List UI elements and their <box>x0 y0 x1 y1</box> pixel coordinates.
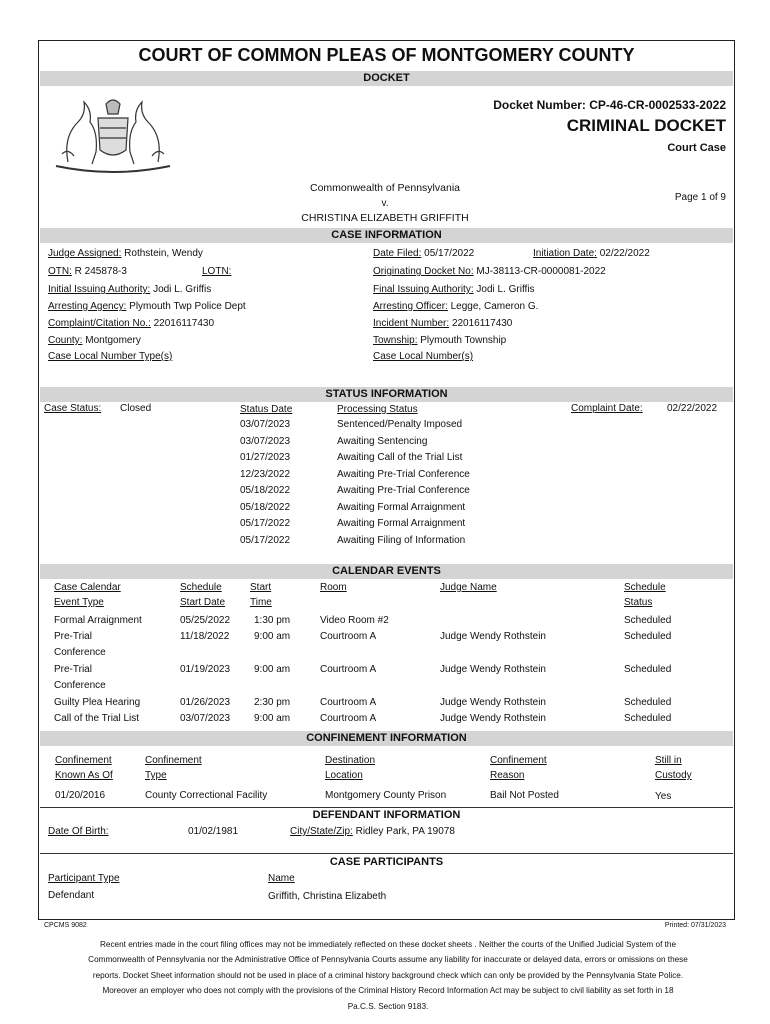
initial-issuing-authority <box>48 284 211 295</box>
divider <box>40 807 733 808</box>
orig-docket-label: Originating Docket No: <box>373 266 474 277</box>
judge-label: Judge Assigned: <box>48 248 122 259</box>
status-row-status: Awaiting Formal Arraignment <box>337 502 466 513</box>
conf-dest: Montgomery County Prison <box>325 790 447 801</box>
calendar-events-bar: CALENDAR EVENTS <box>40 564 733 579</box>
status-information-bar: STATUS INFORMATION <box>40 387 733 402</box>
caption-defendant: CHRISTINA ELIZABETH GRIFFITH <box>301 212 469 224</box>
cal-status: Scheduled <box>624 615 672 626</box>
date-filed-label: Date Filed: <box>373 248 422 259</box>
defendant-information-title: DEFENDANT INFORMATION <box>312 809 461 821</box>
status-row-status: Sentenced/Penalty Imposed <box>337 419 463 430</box>
cal-header-date-2: Start Date <box>180 597 226 608</box>
date-filed-value: 05/17/2022 <box>424 248 475 259</box>
conf-header-known-1: Confinement <box>55 755 112 766</box>
case-kind: Court Case <box>667 142 726 154</box>
cal-header-date-1: Schedule <box>180 582 222 593</box>
cal-header-judge: Judge Name <box>440 582 497 593</box>
cal-status: Scheduled <box>624 631 672 642</box>
initiation-date <box>533 248 650 259</box>
processing-status-header: Processing Status <box>337 404 418 415</box>
cal-room: Video Room #2 <box>320 615 389 626</box>
lotn <box>202 266 231 277</box>
docket-type: CRIMINAL DOCKET <box>566 116 726 135</box>
arresting-agency-value: Plymouth Twp Police Dept <box>129 301 246 312</box>
caption-plaintiff: Commonwealth of Pennsylvania <box>310 182 460 194</box>
conf-header-known-2: Known As Of <box>55 770 113 781</box>
page-number: Page 1 of 9 <box>674 192 726 203</box>
status-row-date: 05/17/2022 <box>240 535 291 546</box>
status-row-status: Awaiting Pre-Trial Conference <box>337 485 470 496</box>
participant-type-header: Participant Type <box>48 873 120 884</box>
cal-event: Pre-Trial <box>54 664 92 675</box>
status-row-status: Awaiting Filing of Information <box>337 535 466 546</box>
cal-time: 1:30 pm <box>254 615 291 626</box>
final-issuing-label: Final Issuing Authority: <box>373 284 474 295</box>
cal-room: Courtroom A <box>320 697 377 708</box>
cal-date: 01/26/2023 <box>180 697 231 708</box>
conf-header-custody-2: Custody <box>655 770 692 781</box>
arresting-officer <box>373 301 538 312</box>
township-value: Plymouth Township <box>420 335 507 346</box>
cal-header-time-1: Start <box>250 582 272 593</box>
cal-room: Courtroom A <box>320 664 377 675</box>
conf-header-reason-2: Reason <box>490 770 525 781</box>
divider <box>40 853 733 854</box>
dob-value: 01/02/1981 <box>188 826 239 837</box>
cal-judge: Judge Wendy Rothstein <box>440 664 546 675</box>
csz-label: City/State/Zip: <box>290 826 353 837</box>
judge-assigned <box>48 248 203 259</box>
final-issuing-value: Jodi L. Griffis <box>476 284 535 295</box>
pennsylvania-seal-icon <box>48 92 178 176</box>
cal-date: 03/07/2023 <box>180 713 231 724</box>
conf-header-dest-2: Location <box>325 770 363 781</box>
cal-event-cont: Conference <box>54 680 106 691</box>
cal-header-status-1: Schedule <box>624 582 666 593</box>
cal-room: Courtroom A <box>320 713 377 724</box>
cal-time: 9:00 am <box>254 664 291 675</box>
otn-value: R 245878-3 <box>74 266 127 277</box>
cal-header-event-2: Event Type <box>54 597 104 608</box>
init-issuing-label: Initial Issuing Authority: <box>48 284 151 295</box>
participant-name-header: Name <box>268 873 295 884</box>
status-row-date: 12/23/2022 <box>240 469 291 480</box>
orig-docket-value: MJ-38113-CR-0000081-2022 <box>476 266 606 277</box>
cal-event-cont: Conference <box>54 647 106 658</box>
arresting-agency <box>48 301 246 312</box>
otn <box>48 266 127 277</box>
cal-event: Call of the Trial List <box>54 713 140 724</box>
complaint-value: 22016117430 <box>153 318 215 329</box>
cal-status: Scheduled <box>624 697 672 708</box>
complaint-date-label: Complaint Date: <box>571 403 643 414</box>
docket-bar: DOCKET <box>40 71 733 86</box>
status-row-date: 05/18/2022 <box>240 502 291 513</box>
cal-date: 01/19/2023 <box>180 664 231 675</box>
status-row-status: Awaiting Formal Arraignment <box>337 518 466 529</box>
initiation-label: Initiation Date: <box>533 248 597 259</box>
conf-reason: Bail Not Posted <box>490 790 559 801</box>
conf-header-type-1: Confinement <box>145 755 202 766</box>
final-issuing-authority <box>373 284 535 295</box>
case-local-number: Case Local Number(s) <box>373 351 474 362</box>
participant-name: Griffith, Christina Elizabeth <box>268 891 387 902</box>
incident-label: Incident Number: <box>373 318 450 329</box>
conf-known: 01/20/2016 <box>55 790 106 801</box>
case-status-value: Closed <box>120 403 152 414</box>
cal-header-event-1: Case Calendar <box>54 582 121 593</box>
status-row-status: Awaiting Call of the Trial List <box>337 452 463 463</box>
township <box>373 335 506 346</box>
conf-custody: Yes <box>655 791 672 802</box>
otn-label: OTN: <box>48 266 72 277</box>
cal-status: Scheduled <box>624 664 672 675</box>
county-value: Montgomery <box>85 335 141 346</box>
cal-header-room: Room <box>320 582 347 593</box>
cal-time: 9:00 am <box>254 713 291 724</box>
cal-time: 9:00 am <box>254 631 291 642</box>
conf-header-dest-1: Destination <box>325 755 376 766</box>
city-state-zip <box>290 826 455 837</box>
csz-value: Ridley Park, PA 19078 <box>355 826 455 837</box>
case-status-label: Case Status: <box>44 403 102 414</box>
cal-event: Formal Arraignment <box>54 615 142 626</box>
conf-header-reason-1: Confinement <box>490 755 547 766</box>
form-id: CPCMS 9082 <box>44 922 87 929</box>
township-label: Township: <box>373 335 418 346</box>
dob-label: Date Of Birth: <box>48 826 109 837</box>
status-row-date: 03/07/2023 <box>240 419 291 430</box>
incident-value: 22016117430 <box>451 318 513 329</box>
printed-date: Printed: 07/31/2023 <box>664 922 726 929</box>
disclaimer: Recent entries made in the court filing offices may not be immediately reflected on these docket sheets . Neither the courts of the Unified Judicial System of the Commonwealth of Pennsylvania nor the Administrative Office of Pennsylvania Courts assume any liability for inaccurate or delayed data, errors or omissions on these reports. Docket Sheet information should not be used in place of a criminal history background check which can only be provided by the Pennsylvania State Police. Moreover an employer who does not comply with the provisions of the Criminal History Record Information Act may be subject to civil liability as set forth in 18 Pa.C.S. Section 9183. <box>88 940 688 1011</box>
case-local-number-type: Case Local Number Type(s) <box>48 351 173 362</box>
status-row-date: 05/17/2022 <box>240 518 291 529</box>
complaint-citation <box>48 318 214 329</box>
cal-date: 05/25/2022 <box>180 615 231 626</box>
init-issuing-value: Jodi L. Griffis <box>153 284 212 295</box>
cal-judge: Judge Wendy Rothstein <box>440 697 546 708</box>
cal-judge: Judge Wendy Rothstein <box>440 631 546 642</box>
judge-value: Rothstein, Wendy <box>124 248 203 259</box>
county <box>48 335 141 346</box>
docket-number: Docket Number: CP-46-CR-0002533-2022 <box>493 98 726 112</box>
complaint-date-value: 02/22/2022 <box>667 403 718 414</box>
originating-docket <box>373 266 606 277</box>
arresting-officer-value: Legge, Cameron G. <box>450 301 539 312</box>
cal-header-status-2: Status <box>624 597 653 608</box>
court-title: COURT OF COMMON PLEAS OF MONTGOMERY COUNTY <box>138 45 635 65</box>
county-label: County: <box>48 335 83 346</box>
date-filed <box>373 248 474 259</box>
caption-versus: v. <box>381 198 389 209</box>
status-row-status: Awaiting Pre-Trial Conference <box>337 469 470 480</box>
status-row-status: Awaiting Sentencing <box>337 436 428 447</box>
initiation-value: 02/22/2022 <box>599 248 650 259</box>
case-participants-title: CASE PARTICIPANTS <box>329 856 444 868</box>
status-row-date: 03/07/2023 <box>240 436 291 447</box>
lotn-label: LOTN: <box>202 266 232 277</box>
cal-header-time-2: Time <box>250 597 272 608</box>
cal-date: 11/18/2022 <box>180 631 230 642</box>
conf-type: County Correctional Facility <box>145 790 268 801</box>
cal-status: Scheduled <box>624 713 672 724</box>
status-date-header: Status Date <box>240 404 293 415</box>
status-row-date: 05/18/2022 <box>240 485 291 496</box>
cal-room: Courtroom A <box>320 631 377 642</box>
cal-time: 2:30 pm <box>254 697 291 708</box>
case-information-bar: CASE INFORMATION <box>40 228 733 243</box>
status-row-date: 01/27/2023 <box>240 452 291 463</box>
arresting-agency-label: Arresting Agency: <box>48 301 127 312</box>
conf-header-custody-1: Still in <box>655 755 682 766</box>
confinement-information-bar: CONFINEMENT INFORMATION <box>40 731 733 746</box>
cal-judge: Judge Wendy Rothstein <box>440 713 546 724</box>
cal-event: Guilty Plea Hearing <box>54 697 141 708</box>
cal-event: Pre-Trial <box>54 631 92 642</box>
arresting-officer-label: Arresting Officer: <box>373 301 448 312</box>
complaint-label: Complaint/Citation No.: <box>48 318 151 329</box>
conf-header-type-2: Type <box>145 770 167 781</box>
participant-type: Defendant <box>48 890 95 901</box>
incident-number <box>373 318 512 329</box>
